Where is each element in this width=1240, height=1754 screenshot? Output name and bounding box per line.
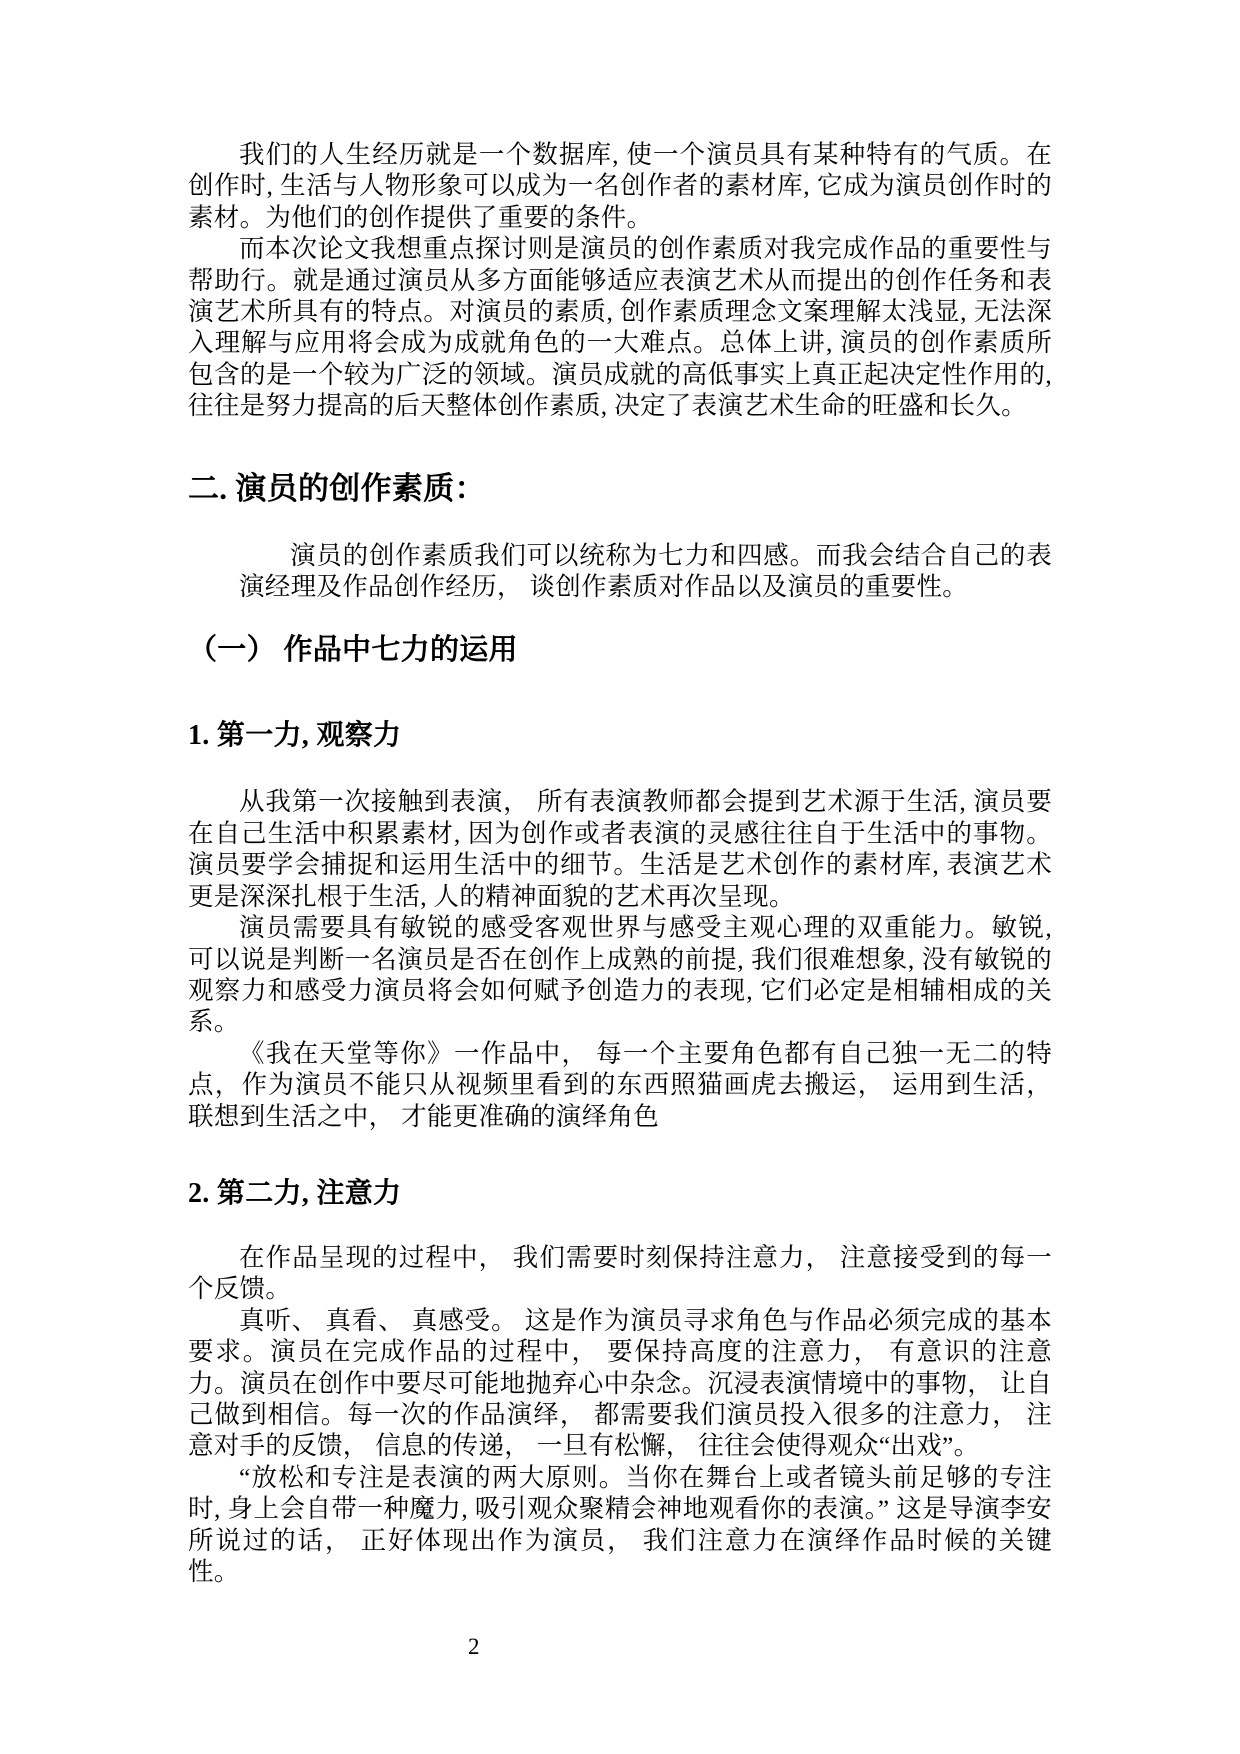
section-2-intro-paragraph: 演员的创作素质我们可以统称为七力和四感。而我会结合自己的表演经理及作品创作经历， 谈创作素质对作品以及演员的重要性。 [239,540,1052,602]
section-2-heading: 二. 演员的创作素质： [188,470,486,506]
power-2-heading: 2. 第二力, 注意力 [188,1177,402,1209]
power-1-paragraph-3: 《我在天堂等你》一作品中， 每一个主要角色都有自己独一无二的特点，作为演员不能只从视频里看到的东西照猫画虎去搬运， 运用到生活， 联想到生活之中， 才能更准确的演绎角色 [188,1038,1052,1131]
power-1-heading: 1. 第一力, 观察力 [188,720,402,752]
intro-paragraph-2: 而本次论文我想重点探讨则是演员的创作素质对我完成作品的重要性与帮助行。就是通过演员从多方面能够适应表演艺术从而提出的创作任务和表演艺术所具有的特点。对演员的素质, 创作素质理念文案理解太浅显, 无法深入理解与应用将会成为成就角色的一大难点。总体上讲, 演员的创作素质所包含的是一个较为广泛的领域。演员成就的高低事实上真正起决定性作用的, 往往是努力提高的后天整体创作素质, 决定了表演艺术生命的旺盛和长久。 [188,234,1052,421]
page-number: 2 [468,1634,480,1659]
power-2-paragraph-3: “放松和专注是表演的两大原则。当你在舞台上或者镜头前足够的专注时, 身上会自带一种魔力, 吸引观众聚精会神地观看你的表演。” 这是导演李安所说过的话， 正好体现出作为演员， 我们注意力在演绎作品时候的关键性。 [188,1462,1052,1586]
intro-paragraph-1: 我们的人生经历就是一个数据库, 使一个演员具有某种特有的气质。在创作时, 生活与人物形象可以成为一名创作者的素材库, 它成为演员创作时的素材。为他们的创作提供了重要的条件。 [188,140,1052,232]
power-2-paragraph-1: 在作品呈现的过程中， 我们需要时刻保持注意力， 注意接受到的每一个反馈。 [188,1242,1052,1304]
power-2-paragraph-2: 真听、 真看、 真感受。 这是作为演员寻求角色与作品必须完成的基本要求。演员在完成作品的过程中， 要保持高度的注意力， 有意识的注意力。演员在创作中要尽可能地抛弃心中杂念。沉浸表演情境中的事物， 让自己做到相信。每一次的作品演绎， 都需要我们演员投入很多的注意力， 注意对手的反馈， 信息的传递， 一旦有松懈， 往往会使得观众“出戏”。 [188,1305,1052,1461]
power-1-paragraph-1: 从我第一次接触到表演， 所有表演教师都会提到艺术源于生活, 演员要在自己生活中积累素材, 因为创作或者表演的灵感往往自于生活中的事物。 演员要学会捕捉和运用生活中的细节。生活是艺术创作的素材库, 表演艺术更是深深扎根于生活, 人的精神面貌的艺术再次呈现。 [188,787,1052,911]
subsection-1-heading: （一） 作品中七力的运用 [188,634,518,667]
page-content [188,139,1052,1587]
power-1-paragraph-2: 演员需要具有敏锐的感受客观世界与感受主观心理的双重能力。敏锐, 可以说是判断一名演员是否在创作上成熟的前提, 我们很难想象, 没有敏锐的观察力和感受力演员将会如何赋予创造力的表现, 它们必定是相辅相成的关系。 [188,913,1052,1037]
